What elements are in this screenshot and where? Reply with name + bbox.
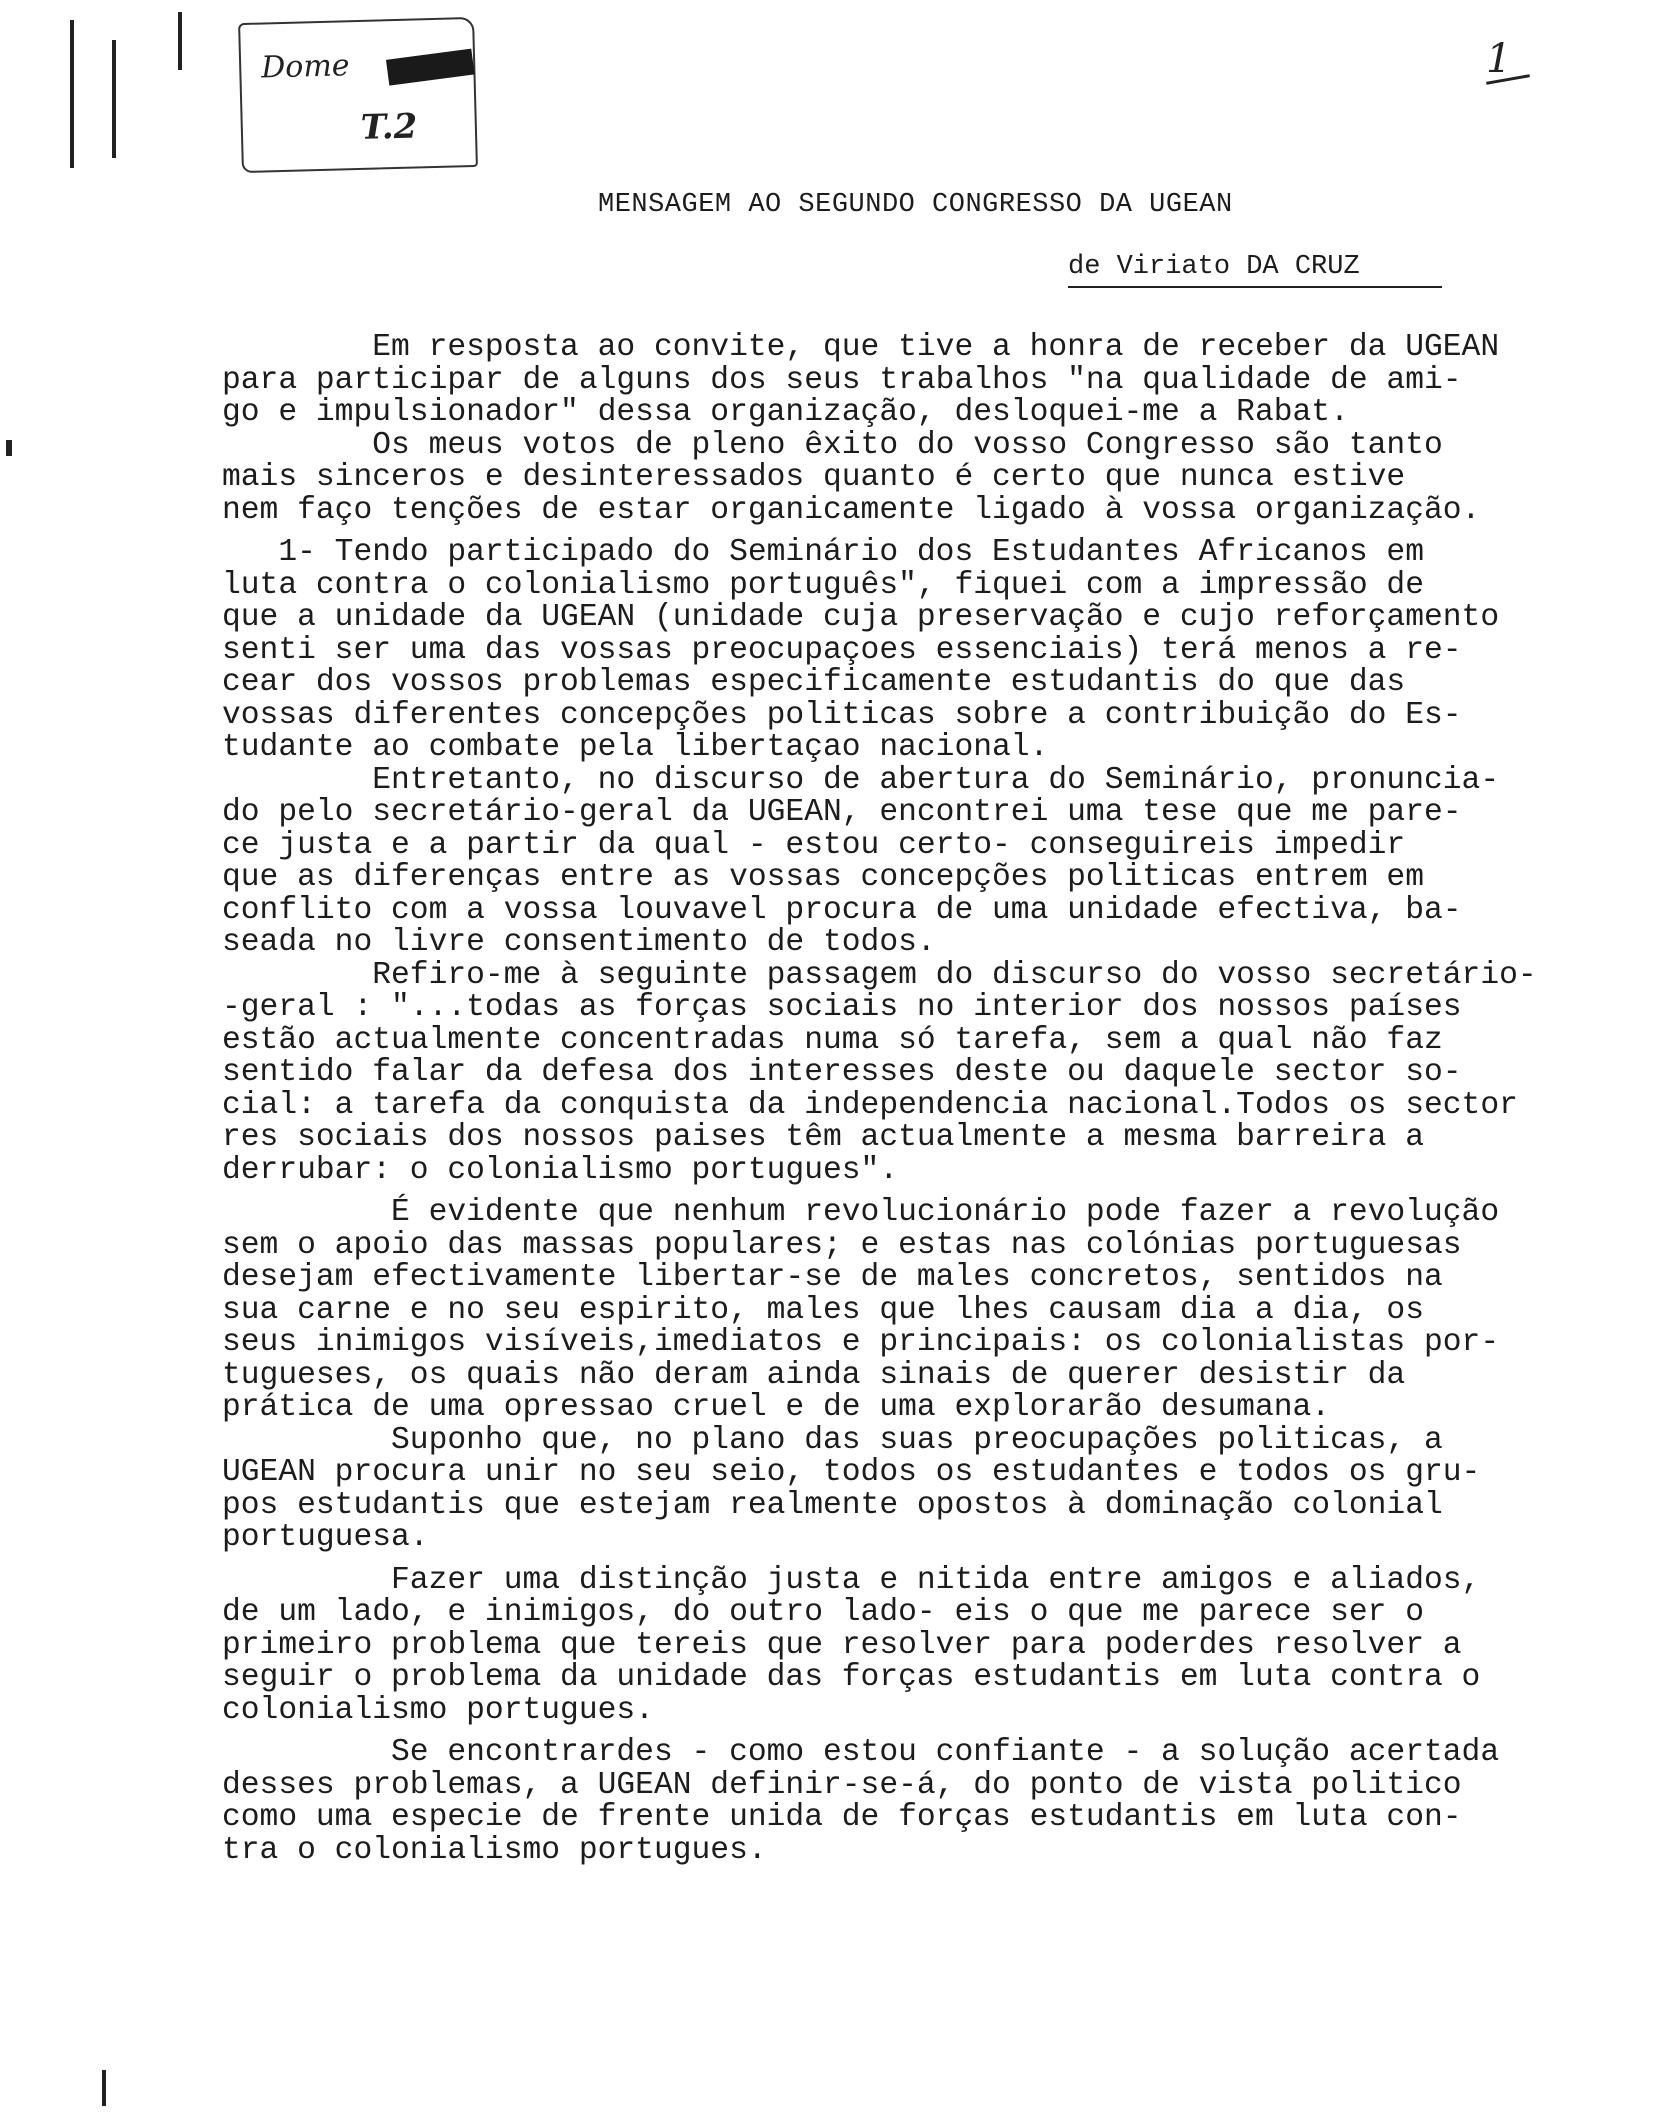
stamp-annotation-line2: T.2 <box>360 106 418 148</box>
margin-mark <box>112 40 116 158</box>
margin-mark <box>70 20 74 168</box>
paragraph: Se encontrardes - como estou confiante - a solução acertada desses problemas, a UGEAN definir-se-á, do ponto de vista politico como uma especie de frente unida de forças estudantis em luta con- tra o colonialismo portugues. <box>222 1735 1500 1868</box>
margin-mark <box>6 440 12 456</box>
paragraph: Entretanto, no discurso de abertura do Seminário, pronuncia- do pelo secretário-geral da UGEAN, encontrei uma tese que me pare- ce justa e a partir da qual - estou certo- conseguireis impedir que as diferenças entre as vossas concepções politicas entrem em conflito com a vossa louvavel procura de uma unidade efectiva, ba- seada no livre consentimento de todos. <box>222 762 1500 960</box>
paragraph: Refiro-me à seguinte passagem do discurso do vosso secretário- -geral : "...todas as forças sociais no interior dos nossos países estão actualmente concentradas numa só tarefa, sem a qual não faz sentido falar da defesa dos interesses deste ou daquele sector so- cial: a tarefa da conquista da independencia nacional.Todos os sector res sociais dos nossos paises têm actualmente a mesma barreira a derrubar: o colonialismo portugues". <box>222 957 1537 1188</box>
redaction-mark <box>386 49 475 86</box>
paragraph: É evidente que nenhum revolucionário pode fazer a revolução sem o apoio das massas populares; e estas nas colónias portuguesas desejam efectivamente libertar-se de males concretos, sentidos na sua carne e no seu espirito, males que lhes causam dia a dia, os seus inimigos visíveis,imediatos e principais: os colonialistas por- tugueses, os quais não deram ainda sinais de querer desistir da prática de uma opressao cruel e de uma explorarão desumana. <box>222 1195 1500 1425</box>
margin-mark <box>178 12 182 70</box>
archive-stamp <box>238 17 478 173</box>
document-author: de Viriato DA CRUZ <box>1068 252 1360 282</box>
stamp-annotation-line1: Dome <box>260 48 351 86</box>
paragraph: Suponho que, no plano das suas preocupações politicas, a UGEAN procura unir no seu seio, todos os estudantes e todos os gru- pos estudantis que estejam realmente opostos à dominação colonial portuguesa. <box>222 1422 1481 1555</box>
paragraph: Os meus votos de pleno êxito do vosso Congresso são tanto mais sinceros e desinteressados quanto é certo que nunca estive nem faço tenções de estar organicamente ligado à vossa organização. <box>222 427 1481 528</box>
page-number: 1 <box>1486 36 1512 82</box>
document-body <box>222 332 1602 1877</box>
paragraph: Fazer uma distinção justa e nitida entre amigos e aliados, de um lado, e inimigos, do outro lado- eis o que me parece ser o primeiro problema que tereis que resolver para poderdes resolver a seguir o problema da unidade das forças estudantis em luta contra o colonialismo portugues. <box>222 1562 1481 1728</box>
paragraph: Em resposta ao convite, que tive a honra de receber da UGEAN para participar de alguns dos seus trabalhos "na qualidade de ami- go e impulsionador" dessa organização, desloquei-me a Rabat. <box>222 330 1500 430</box>
author-underline <box>1068 286 1442 288</box>
margin-mark <box>102 2070 106 2106</box>
document-title: MENSAGEM AO SEGUNDO CONGRESSO DA UGEAN <box>598 190 1233 220</box>
paragraph: 1- Tendo participado do Seminário dos Estudantes Africanos em luta contra o colonialismo português", fiquei com a impressão de que a unidade da UGEAN (unidade cuja preservação e cujo reforçamento senti ser uma das vossas preocupaçoes essenciais) terá menos a re- cear dos vossos problemas especificamente estudantis do que das vossas diferentes concepções politicas sobre a contribuição do Es- tudante ao combate pela libertaçao nacional. <box>222 535 1500 765</box>
